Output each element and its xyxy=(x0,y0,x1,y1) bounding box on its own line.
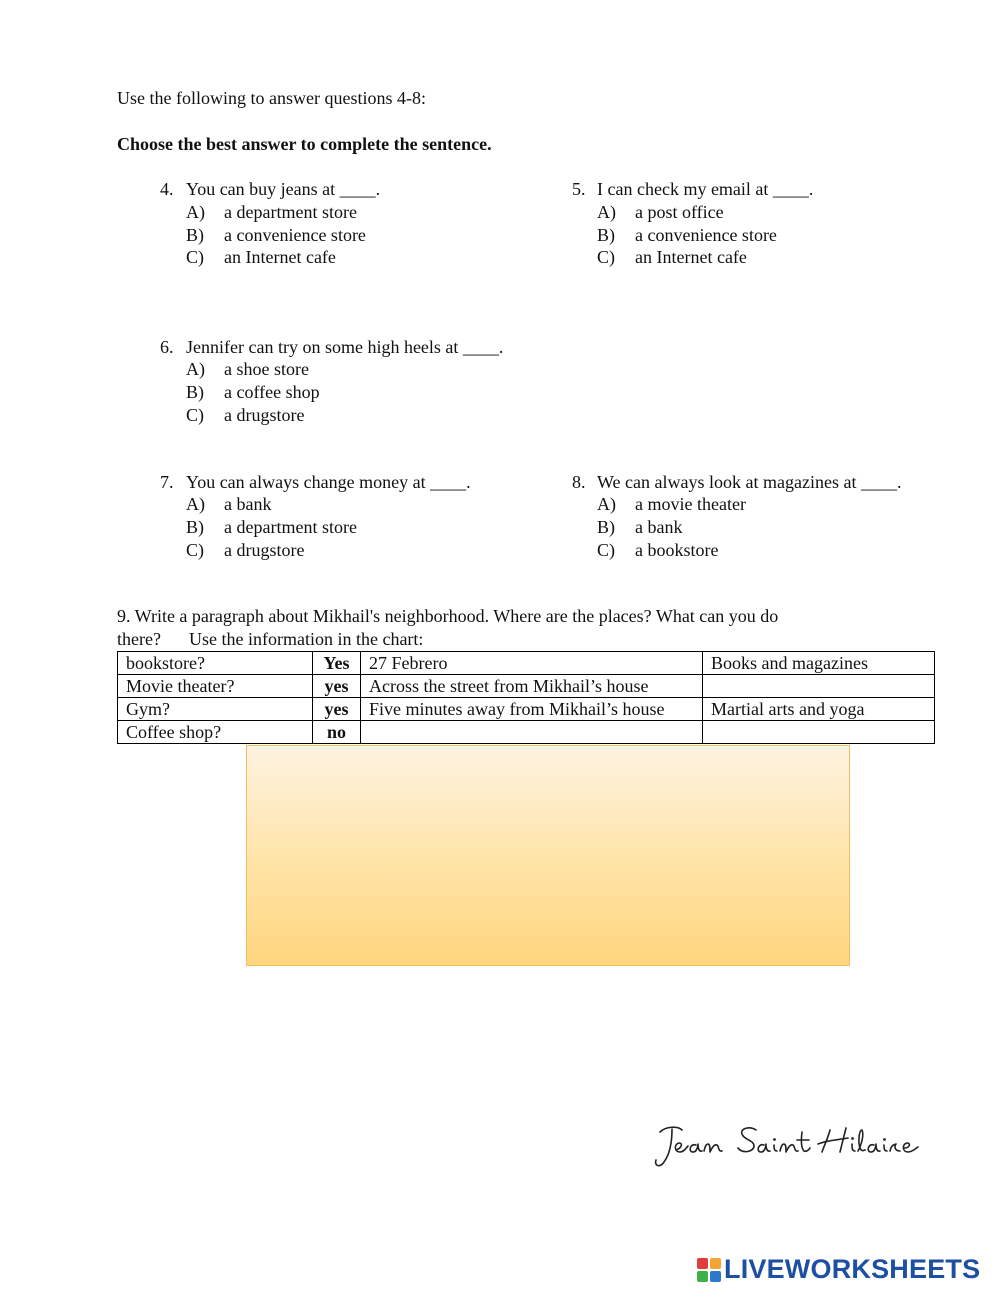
option-text[interactable]: a drugstore xyxy=(224,405,305,425)
liveworksheets-logo-icon xyxy=(697,1258,721,1282)
question-9-chart-hint: Use the information in the chart: xyxy=(189,629,424,649)
option-letter: C) xyxy=(597,540,615,560)
option-text[interactable]: a bank xyxy=(224,494,272,514)
option-letter: C) xyxy=(186,405,204,425)
option-text[interactable]: a convenience store xyxy=(635,225,777,245)
option-letter: A) xyxy=(597,494,616,514)
location-cell xyxy=(361,721,703,744)
table-row xyxy=(118,675,935,698)
option-letter: B) xyxy=(597,517,615,537)
question-stem: We can always look at magazines at ____. xyxy=(597,472,902,492)
availability-cell: yes xyxy=(313,675,361,698)
paragraph-answer-input[interactable] xyxy=(246,745,850,966)
option-letter: C) xyxy=(597,247,615,267)
option-text[interactable]: a movie theater xyxy=(635,494,746,514)
option-letter: C) xyxy=(186,540,204,560)
brand-name: LIVEWORKSHEETS xyxy=(724,1254,981,1284)
option-text[interactable]: an Internet cafe xyxy=(635,247,747,267)
option-letter: B) xyxy=(186,517,204,537)
neighborhood-chart xyxy=(117,651,935,744)
question-9-prompt: 9. Write a paragraph about Mikhail's neighborhood. Where are the places? What can you do xyxy=(117,606,779,626)
option-text[interactable]: a post office xyxy=(635,202,724,222)
option-letter: C) xyxy=(186,247,204,267)
question-9-prompt-cont: there? xyxy=(117,629,161,649)
place-cell: Gym? xyxy=(118,698,313,721)
option-text[interactable]: an Internet cafe xyxy=(224,247,336,267)
option-text[interactable]: a department store xyxy=(224,202,357,222)
instructions-intro: Use the following to answer questions 4-8: xyxy=(117,88,426,108)
option-text[interactable]: a department store xyxy=(224,517,357,537)
option-letter: B) xyxy=(186,225,204,245)
question-stem: You can always change money at ____. xyxy=(186,472,471,492)
question-stem: Jennifer can try on some high heels at ____. xyxy=(186,337,504,357)
question-number: 7. xyxy=(160,472,174,492)
activity-cell: Books and magazines xyxy=(703,652,935,675)
option-letter: A) xyxy=(186,359,205,379)
instructions-directive: Choose the best answer to complete the sentence. xyxy=(117,134,492,154)
table-row xyxy=(118,652,935,675)
availability-cell: Yes xyxy=(313,652,361,675)
location-cell: Five minutes away from Mikhail’s house xyxy=(361,698,703,721)
option-text[interactable]: a convenience store xyxy=(224,225,366,245)
availability-cell: no xyxy=(313,721,361,744)
location-cell: Across the street from Mikhail’s house xyxy=(361,675,703,698)
option-text[interactable]: a bank xyxy=(635,517,683,537)
place-cell: Movie theater? xyxy=(118,675,313,698)
option-text[interactable]: a bookstore xyxy=(635,540,719,560)
place-cell: bookstore? xyxy=(118,652,313,675)
table-row xyxy=(118,721,935,744)
question-number: 4. xyxy=(160,179,174,199)
question-number: 8. xyxy=(572,472,586,492)
option-letter: B) xyxy=(597,225,615,245)
question-number: 6. xyxy=(160,337,174,357)
option-letter: A) xyxy=(597,202,616,222)
table-row xyxy=(118,698,935,721)
option-letter: A) xyxy=(186,202,205,222)
availability-cell: yes xyxy=(313,698,361,721)
activity-cell: Martial arts and yoga xyxy=(703,698,935,721)
location-cell: 27 Febrero xyxy=(361,652,703,675)
activity-cell xyxy=(703,675,935,698)
question-number: 5. xyxy=(572,179,586,199)
option-letter: A) xyxy=(186,494,205,514)
option-letter: B) xyxy=(186,382,204,402)
option-text[interactable]: a coffee shop xyxy=(224,382,320,402)
activity-cell xyxy=(703,721,935,744)
question-stem: I can check my email at ____. xyxy=(597,179,814,199)
option-text[interactable]: a drugstore xyxy=(224,540,305,560)
question-stem: You can buy jeans at ____. xyxy=(186,179,381,199)
signature xyxy=(652,1118,927,1178)
place-cell: Coffee shop? xyxy=(118,721,313,744)
option-text[interactable]: a shoe store xyxy=(224,359,309,379)
